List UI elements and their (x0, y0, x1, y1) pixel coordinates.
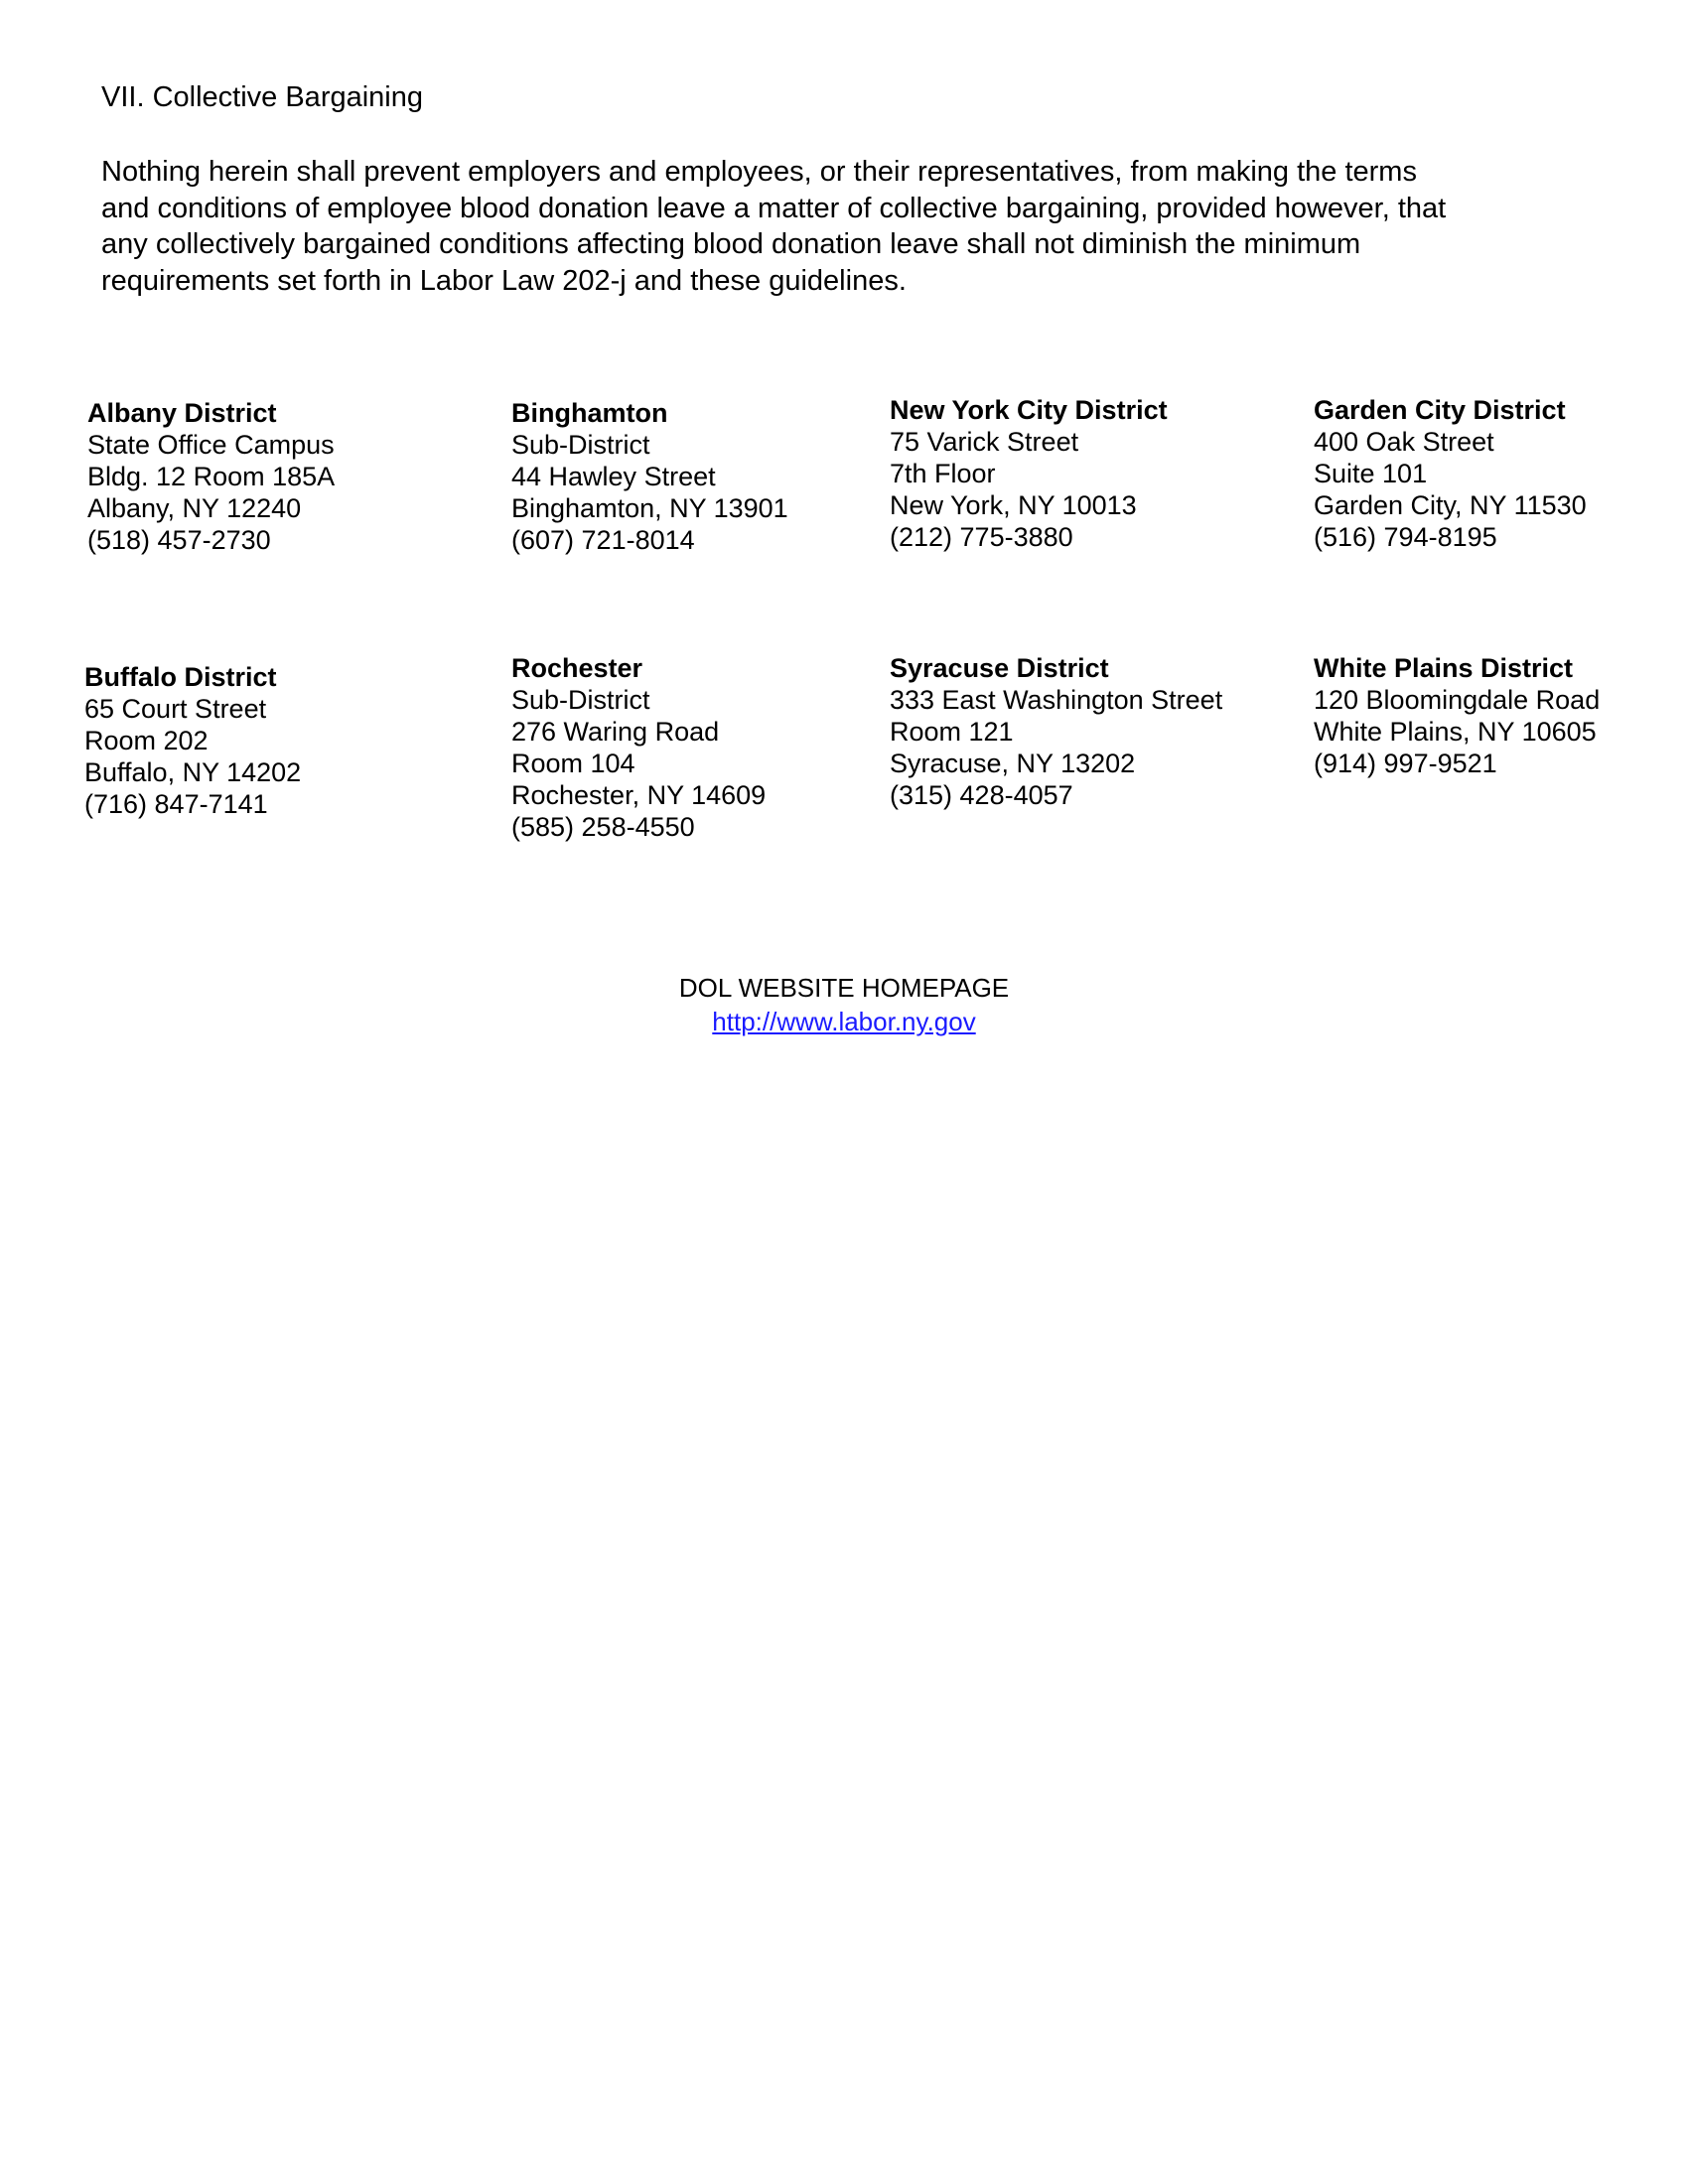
office-address-line: Buffalo, NY 14202 (84, 757, 302, 787)
homepage-label: DOL WEBSITE HOMEPAGE (678, 973, 1010, 1003)
office-address-line: State Office Campus (87, 430, 335, 460)
office-phone: (716) 847-7141 (84, 789, 268, 819)
office-white-plains (1314, 652, 1600, 779)
office-address-line: Room 202 (84, 726, 209, 755)
office-name: Albany District (87, 398, 277, 428)
office-address-line: Albany, NY 12240 (87, 493, 302, 523)
office-phone: (518) 457-2730 (87, 525, 271, 555)
office-address-line: New York, NY 10013 (890, 490, 1137, 520)
office-address-line: Sub-District (511, 430, 650, 460)
office-address-line: 44 Hawley Street (511, 462, 716, 491)
office-phone: (315) 428-4057 (890, 780, 1073, 810)
office-address-line: 333 East Washington Street (890, 685, 1223, 715)
office-address-line: 7th Floor (890, 459, 996, 488)
office-address-line: Garden City, NY 11530 (1314, 490, 1587, 520)
office-binghamton (511, 397, 788, 556)
office-new-york-city (890, 394, 1168, 553)
section-heading: VII. Collective Bargaining (101, 81, 423, 113)
footer (0, 971, 1688, 1038)
office-phone: (585) 258-4550 (511, 812, 695, 842)
office-name: Rochester (511, 653, 643, 683)
office-name: Binghamton (511, 398, 668, 428)
office-address-line: Bldg. 12 Room 185A (87, 462, 336, 491)
office-address-line: 120 Bloomingdale Road (1314, 685, 1601, 715)
office-address-line: 400 Oak Street (1314, 427, 1494, 457)
office-syracuse (890, 652, 1222, 811)
office-rochester (511, 652, 766, 843)
office-address-line: Rochester, NY 14609 (511, 780, 767, 810)
office-address-line: Syracuse, NY 13202 (890, 749, 1136, 778)
paragraph-line: any collectively bargained conditions affecting blood donation leave shall not diminish the minimum (101, 228, 1361, 260)
office-name: Garden City District (1314, 395, 1566, 425)
paragraph-line: Nothing herein shall prevent employers and employees, or their representatives, from making the terms (101, 156, 1417, 188)
paragraph-line: requirements set forth in Labor Law 202-j and these guidelines. (101, 264, 907, 297)
office-address-line: White Plains, NY 10605 (1314, 717, 1597, 747)
office-buffalo (84, 661, 301, 820)
office-name: Buffalo District (84, 662, 277, 692)
office-address-line: 75 Varick Street (890, 427, 1079, 457)
office-name: White Plains District (1314, 653, 1574, 683)
office-phone: (914) 997-9521 (1314, 749, 1497, 778)
office-address-line: Room 121 (890, 717, 1014, 747)
office-albany (87, 397, 335, 556)
office-phone: (516) 794-8195 (1314, 522, 1497, 552)
office-address-line: Room 104 (511, 749, 635, 778)
body-paragraph (101, 154, 1551, 299)
paragraph-line: and conditions of employee blood donation leave a matter of collective bargaining, provided however, that (101, 192, 1447, 224)
office-address-line: Suite 101 (1314, 459, 1428, 488)
office-garden-city (1314, 394, 1587, 553)
office-phone: (212) 775-3880 (890, 522, 1073, 552)
office-address-line: Binghamton, NY 13901 (511, 493, 788, 523)
office-name: New York City District (890, 395, 1168, 425)
office-address-line: Sub-District (511, 685, 650, 715)
office-address-line: 65 Court Street (84, 694, 267, 724)
homepage-link[interactable]: http://www.labor.ny.gov (712, 1007, 976, 1036)
office-address-line: 276 Waring Road (511, 717, 720, 747)
office-name: Syracuse District (890, 653, 1109, 683)
office-phone: (607) 721-8014 (511, 525, 695, 555)
